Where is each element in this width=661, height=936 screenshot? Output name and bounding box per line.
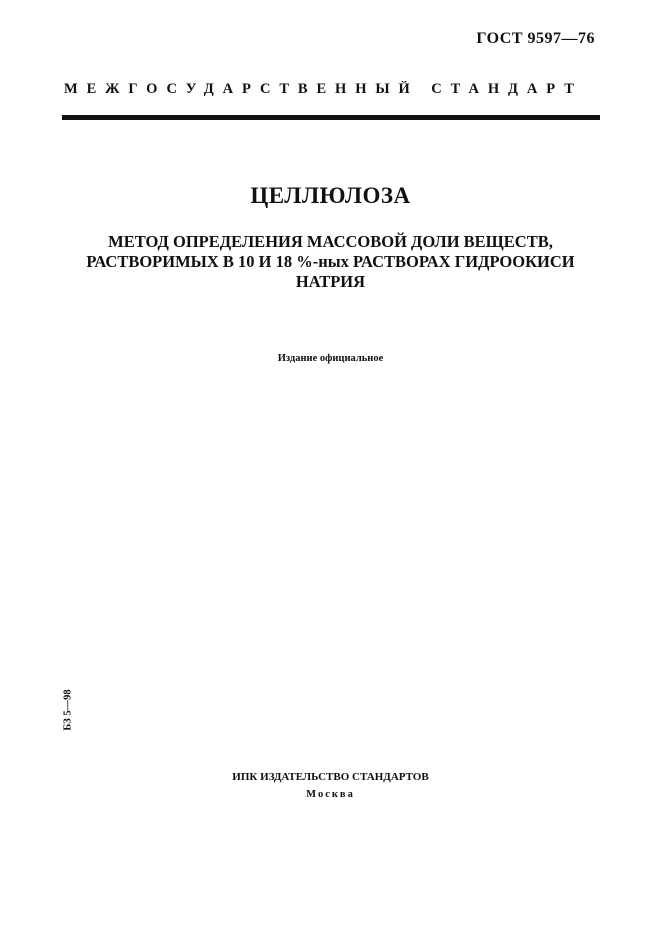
document-number: ГОСТ 9597—76 [476, 30, 595, 47]
subtitle-line: НАТРИЯ [295, 272, 366, 291]
publisher-city: Москва [306, 789, 355, 800]
header-rule [62, 115, 600, 120]
side-code [56, 686, 80, 734]
document-subtitle [40, 232, 621, 292]
standard-type-heading: МЕЖГОСУДАРСТВЕННЫЙ СТАНДАРТ [64, 81, 583, 97]
publisher-name: ИПК ИЗДАТЕЛЬСТВО СТАНДАРТОВ [232, 771, 429, 783]
subtitle-line: РАСТВОРИМЫХ В 10 И 18 %-ных РАСТВОРАХ ГИДРООКИСИ [86, 252, 575, 271]
document-title: ЦЕЛЛЮЛОЗА [250, 183, 411, 208]
side-code-text: БЗ 5—98 [62, 689, 74, 731]
edition-note: Издание официальное [277, 353, 384, 364]
subtitle-line: МЕТОД ОПРЕДЕЛЕНИЯ МАССОВОЙ ДОЛИ ВЕЩЕСТВ, [108, 232, 553, 251]
